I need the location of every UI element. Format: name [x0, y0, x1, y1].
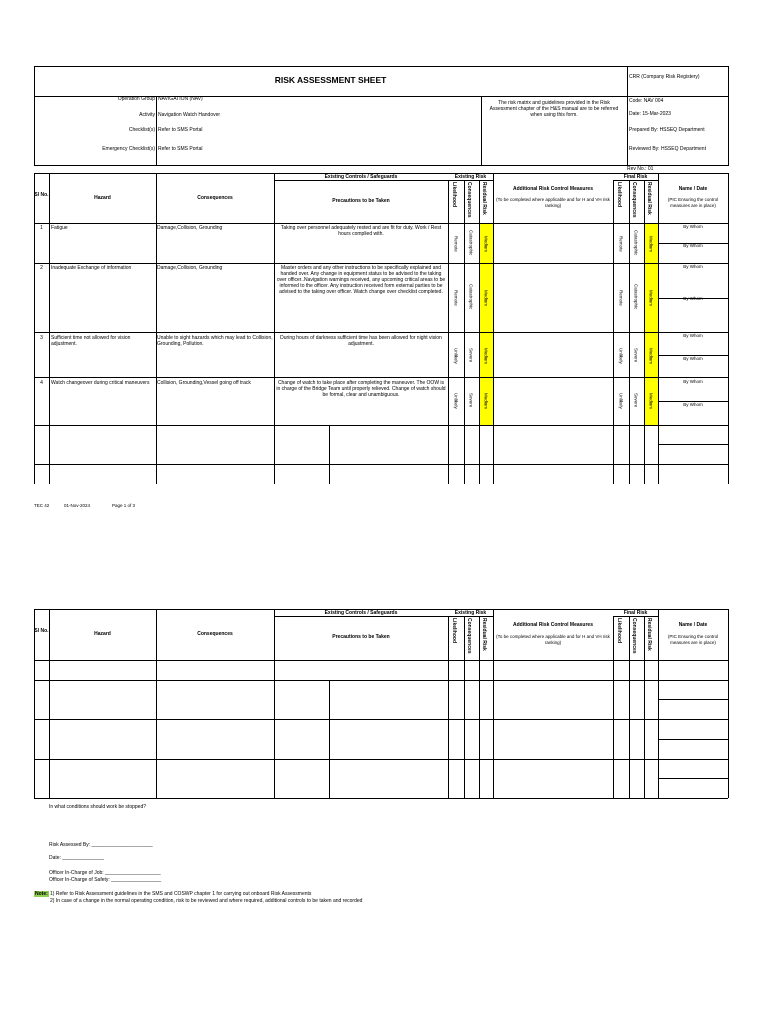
row-final-likelihood: Remote: [618, 290, 624, 306]
col-residual-risk: Residual Risk: [481, 182, 487, 215]
row-final-consequence: Catastrophic: [633, 284, 639, 310]
col-name-date: Name / Date: [678, 186, 708, 192]
row-residual: Medium: [483, 393, 489, 410]
emergency-checklists-value: Refer to SMS Portal: [158, 146, 203, 152]
operation-group-label: Operation Group: [117, 96, 155, 102]
row-residual: Medium: [483, 290, 489, 307]
row-consequences: Damage,Collision, Grounding: [157, 265, 223, 271]
matrix-note: The risk matrix and guidelines provided in the Risk Assessment chapter of the H&S manual are to be referred when using this form.: [489, 100, 619, 118]
col-hazard: Hazard: [94, 631, 111, 637]
by-whom-label: By Whom: [683, 379, 703, 384]
rev-no: Rev No.: 01: [627, 166, 654, 172]
form-date: 01-Nov-2024: [64, 503, 91, 508]
row-consequences: Unable to sight hazards which may lead to Collision, Grounding, Pollution.: [157, 335, 273, 347]
col-additional-measures: Additional Risk Control Measures: [512, 186, 593, 192]
col-name-note: (PIC Ensuring the control measures are in place): [667, 634, 719, 645]
col-final-risk: Final Risk: [623, 610, 648, 616]
by-whom-label: By Whom: [683, 243, 703, 248]
prepared-by: Prepared By: HSSEQ Department: [629, 127, 705, 133]
row-residual: Medium: [483, 236, 489, 253]
emergency-checklists-label: Emergency Checklist(s): [102, 146, 155, 152]
col-final-risk: Final Risk: [623, 174, 648, 180]
operation-group-value: NAVIGATION (NAV): [158, 96, 203, 102]
row-likelihood: Unlikely: [453, 348, 459, 364]
col-precautions: Precautions to be Taken: [332, 634, 390, 640]
col-consequences-v: Consequences: [466, 618, 472, 654]
col-existing-risk: Existing Risk: [454, 174, 487, 180]
row-final-likelihood: Unlikely: [618, 348, 624, 364]
col-existing-controls: Existing Controls / Safeguards: [324, 174, 398, 180]
row-precautions: Change of watch to take place after completing the maneuver. The OOW is in charge of the Bridge Team until properly relieved. Change of watch should be formal, clear and unambiguous.: [276, 380, 446, 398]
col-additional-note: (To be completed where applicable and for H and VH risk ranking): [496, 197, 610, 208]
row-final-consequence: Severe: [633, 348, 639, 363]
col-final-residual: Residual Risk: [646, 182, 652, 215]
row-residual: Medium: [483, 348, 489, 365]
col-precautions: Precautions to be Taken: [332, 198, 390, 204]
note-item: 1) Refer to Risk Assessment guidelines in the SMS and COSWP chapter 1 for carrying out onboard Risk Assessments: [50, 891, 312, 897]
note-label: Note:: [35, 891, 48, 897]
col-sl-no: Sl No.: [34, 628, 49, 634]
page-title: RISK ASSESSMENT SHEET: [274, 75, 387, 85]
checklists-value: Refer to SMS Portal: [158, 127, 203, 133]
row-final-residual: Medium: [648, 393, 654, 410]
row-number: 3: [40, 335, 43, 341]
row-final-consequence: Catastrophic: [633, 230, 639, 256]
row-final-likelihood: Remote: [618, 236, 624, 252]
crr-label: CRR (Company Risk Registery): [629, 74, 700, 80]
col-existing-risk: Existing Risk: [454, 610, 487, 616]
officer-job-field[interactable]: Officer In-Charge of Job: ____________________: [49, 870, 161, 876]
note-item: 2) In case of a change in the normal operating condition, risk to be reviewed and where required, additional controls to be taken and recorded: [50, 898, 363, 904]
by-whom-label: By Whom: [683, 333, 703, 338]
by-whom-label: By Whom: [683, 356, 703, 361]
activity-label: Activity: [139, 112, 155, 118]
col-consequences: Consequences: [197, 631, 233, 637]
row-hazard: Sufficient time not allowed for vision adjustment.: [51, 335, 131, 347]
row-number: 2: [40, 265, 43, 271]
row-final-residual: Medium: [648, 290, 654, 307]
col-final-likelihood: Likelihood: [616, 182, 622, 207]
form-code: TEC 42: [34, 503, 50, 508]
reviewed-by: Reviewed By: HSSEQ Department: [629, 146, 706, 152]
row-precautions: Taking over personnel adequately rested and are fit for duty. Work / Rest hours complied with.: [280, 225, 442, 237]
row-hazard: Watch changeover during critical maneuvers: [51, 380, 150, 386]
activity-value: Navigation Watch Handover: [158, 112, 221, 118]
by-whom-label: By Whom: [683, 402, 703, 407]
date-label: Date: 15-Mar-2023: [629, 111, 671, 117]
row-precautions: Master orders and any other instructions to be specifically explained and handed over. Any change in equipment status to be advised to the taking over officer..Navigation warnings received, any upcoming critical areas to be informed to the officer. Any instruction received form external parties to be advised to the taking over officer. Watch change over checklist completed.: [276, 265, 446, 295]
by-whom-label: By Whom: [683, 296, 703, 301]
officer-safety-field[interactable]: Officer In-Charge of Safety: __________________: [49, 877, 162, 883]
row-number: 4: [40, 380, 43, 386]
col-sl-no: Sl No.: [34, 192, 49, 198]
col-consequences-v: Consequences: [466, 182, 472, 218]
col-residual-risk: Residual Risk: [481, 618, 487, 651]
by-whom-label: By Whom: [683, 224, 703, 229]
row-final-consequence: Severe: [633, 393, 639, 408]
col-likelihood: Likelihood: [451, 182, 457, 207]
row-consequence: Catastrophic: [468, 284, 474, 310]
col-final-consequences: Consequences: [631, 618, 637, 654]
row-likelihood: Remote: [453, 236, 459, 252]
col-additional-measures: Additional Risk Control Measures: [512, 622, 593, 628]
row-hazard: Fatigue: [51, 225, 68, 231]
row-final-likelihood: Unlikely: [618, 393, 624, 409]
code-label: Code: NAV 004: [629, 98, 664, 104]
row-consequence: Severe: [468, 348, 474, 363]
col-final-likelihood: Likelihood: [616, 618, 622, 643]
risk-assessed-by-field[interactable]: Risk Assessed By: ______________________: [49, 842, 153, 848]
col-final-residual: Residual Risk: [646, 618, 652, 651]
col-name-date: Name / Date: [678, 622, 708, 628]
row-final-residual: Medium: [648, 348, 654, 365]
date-field[interactable]: Date: _______________: [49, 855, 105, 861]
row-consequence: Catastrophic: [468, 230, 474, 256]
row-consequence: Severe: [468, 393, 474, 408]
by-whom-label: By Whom: [683, 264, 703, 269]
row-consequences: Collision, Grounding,Vessel going off track: [157, 380, 251, 386]
page-number: Page 1 of 3: [112, 503, 136, 508]
row-likelihood: Remote: [453, 290, 459, 306]
row-final-residual: Medium: [648, 236, 654, 253]
row-likelihood: Unlikely: [453, 393, 459, 409]
col-additional-note: (To be completed where applicable and for H and VH risk ranking): [496, 634, 610, 645]
row-precautions: During hours of darkness sufficient time has been allowed for night vision adjustment.: [280, 335, 442, 347]
row-consequences: Damage,Collision, Grounding: [157, 225, 223, 231]
row-hazard: Inadequate Exchange of information: [51, 265, 132, 271]
col-likelihood: Likelihood: [451, 618, 457, 643]
col-hazard: Hazard: [94, 195, 111, 201]
col-name-note: (PIC Ensuring the control measures are in place): [667, 197, 719, 208]
stop-work-question: In what conditions should work be stopped?: [49, 804, 147, 810]
col-consequences: Consequences: [197, 195, 233, 201]
col-existing-controls: Existing Controls / Safeguards: [324, 610, 398, 616]
row-number: 1: [40, 225, 43, 231]
col-final-consequences: Consequences: [631, 182, 637, 218]
checklists-label: Checklist(s): [128, 127, 155, 133]
